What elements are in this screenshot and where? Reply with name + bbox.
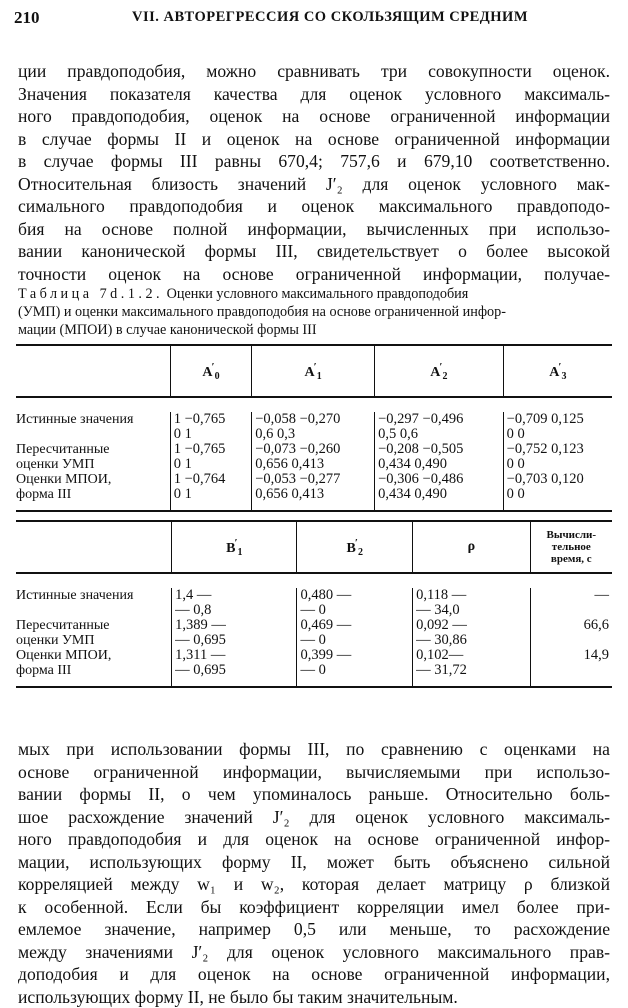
table-row: форма III — 0,695 — 0 — 31,72 xyxy=(16,663,612,687)
text-line: ного правдоподобия и для оценок на основе ограниченной инфор- xyxy=(18,828,610,851)
table-row: Пересчитанные 1,389 — 0,469 — 0,092 — 66,6 xyxy=(16,618,612,633)
col-header-a2: $A'_2$ xyxy=(375,345,504,397)
text-line: шое расхождение значений J′₂ для оценок условного максималь- xyxy=(18,806,610,829)
text-line: Относительная близость значений J′₂ для оценок условного мак- xyxy=(18,173,610,196)
col-header-b2: $B'_2$ xyxy=(297,521,413,573)
col-header-a1: $A'_1$ xyxy=(252,345,375,397)
text-line: мых при использовании формы III, по сравнению с оценками на xyxy=(18,738,610,761)
table-row: форма III 0 1 0,656 0,413 0,434 0,490 0 0 xyxy=(16,487,612,511)
text-line: вании формы II, о чем упоминалось раньше. Относительно боль- xyxy=(18,783,610,806)
table-row: Оценки МПОИ, 1,311 — 0,399 — 0,102— 14,9 xyxy=(16,648,612,663)
paragraph-1 xyxy=(18,60,610,285)
caption-line: Оценки условного максимального правдоподобия xyxy=(167,286,469,302)
table-row: Истинные значения 1 −0,765 −0,058 −0,270 −0,297 −0,496 −0,709 0,125 xyxy=(16,412,612,427)
table-row: Оценки МПОИ, 1 −0,764 −0,053 −0,277 −0,306 −0,486 −0,703 0,120 xyxy=(16,472,612,487)
text-line: мации, использующих форму II, может быть объяснено сильной xyxy=(18,851,610,874)
col-header-b1: $B'_1$ xyxy=(172,521,297,573)
caption-line: (УМП) и оценки максимального правдоподобия на основе ограниченной инфор- xyxy=(18,303,610,321)
text-line: в случае формы III равны 670,4; 757,6 и 679,10 соответственно. xyxy=(18,150,610,173)
table-row: Истинные значения 1,4 — 0,480 — 0,118 — — xyxy=(16,588,612,603)
page-number: 210 xyxy=(14,8,40,28)
text-line: к особенной. Если бы коэффициент корреляции имел более при- xyxy=(18,896,610,919)
table-row: 0 1 0,6 0,3 0,5 0,6 0 0 xyxy=(16,427,612,442)
running-title: VII. АВТОРЕГРЕССИЯ СО СКОЛЬЗЯЩИМ СРЕДНИМ xyxy=(132,9,528,26)
text-line: доподобия и для оценок на основе ограниченной информации, xyxy=(18,963,610,986)
text-line: точности оценок на основе ограниченной информации, получае- xyxy=(18,263,610,286)
col-header-a0: $A'_0$ xyxy=(170,345,251,397)
col-header-time: Вычисли- тельное время, с xyxy=(530,521,612,573)
text-line: емлемое значение, например 0,5 или меньше, то расхождение xyxy=(18,918,610,941)
table-b-matrices xyxy=(16,520,612,688)
text-line: между значениями J′₂ для оценок условного максимального прав- xyxy=(18,941,610,964)
text-line: основе ограниченной информации, вычисляемыми при использо- xyxy=(18,761,610,784)
table-row: оценки УМП 0 1 0,656 0,413 0,434 0,490 0 0 xyxy=(16,457,612,472)
text-line: Значения показателя качества для оценок условного максималь- xyxy=(18,83,610,106)
text-line: ного правдоподобия, оценок на основе ограниченной информации xyxy=(18,105,610,128)
text-line: корреляцией между w₁ и w₂, которая делает матрицу ρ близкой xyxy=(18,873,610,896)
text-line: вании канонической формы III, свидетельствует о более высокой xyxy=(18,240,610,263)
table-caption xyxy=(18,285,610,339)
page-header xyxy=(14,8,614,32)
table-row: Пересчитанные 1 −0,765 −0,073 −0,260 −0,208 −0,505 −0,752 0,123 xyxy=(16,442,612,457)
table-row: — 0,8 — 0 — 34,0 xyxy=(16,603,612,618)
text-line: симального правдоподобия и оценок максимального правдоподо- xyxy=(18,195,610,218)
col-header-rho: ρ xyxy=(413,521,531,573)
table-label: Таблица 7d.1.2. xyxy=(18,286,163,302)
text-line: в случае формы II и оценок на основе ограниченной информации xyxy=(18,128,610,151)
table-a-matrices xyxy=(16,344,612,512)
table-row: оценки УМП — 0,695 — 0 — 30,86 xyxy=(16,633,612,648)
text-line: бия на основе полной информации, вычисленных при использо- xyxy=(18,218,610,241)
text-line: использующих форму II, не было бы таким значительным. xyxy=(18,986,610,1008)
paragraph-2 xyxy=(18,738,610,1008)
caption-line: мации (МПОИ) в случае канонической формы III xyxy=(18,321,610,339)
col-header-a3: $A'_3$ xyxy=(503,345,612,397)
text-line: ции правдоподобия, можно сравнивать три совокупности оценок. xyxy=(18,60,610,83)
